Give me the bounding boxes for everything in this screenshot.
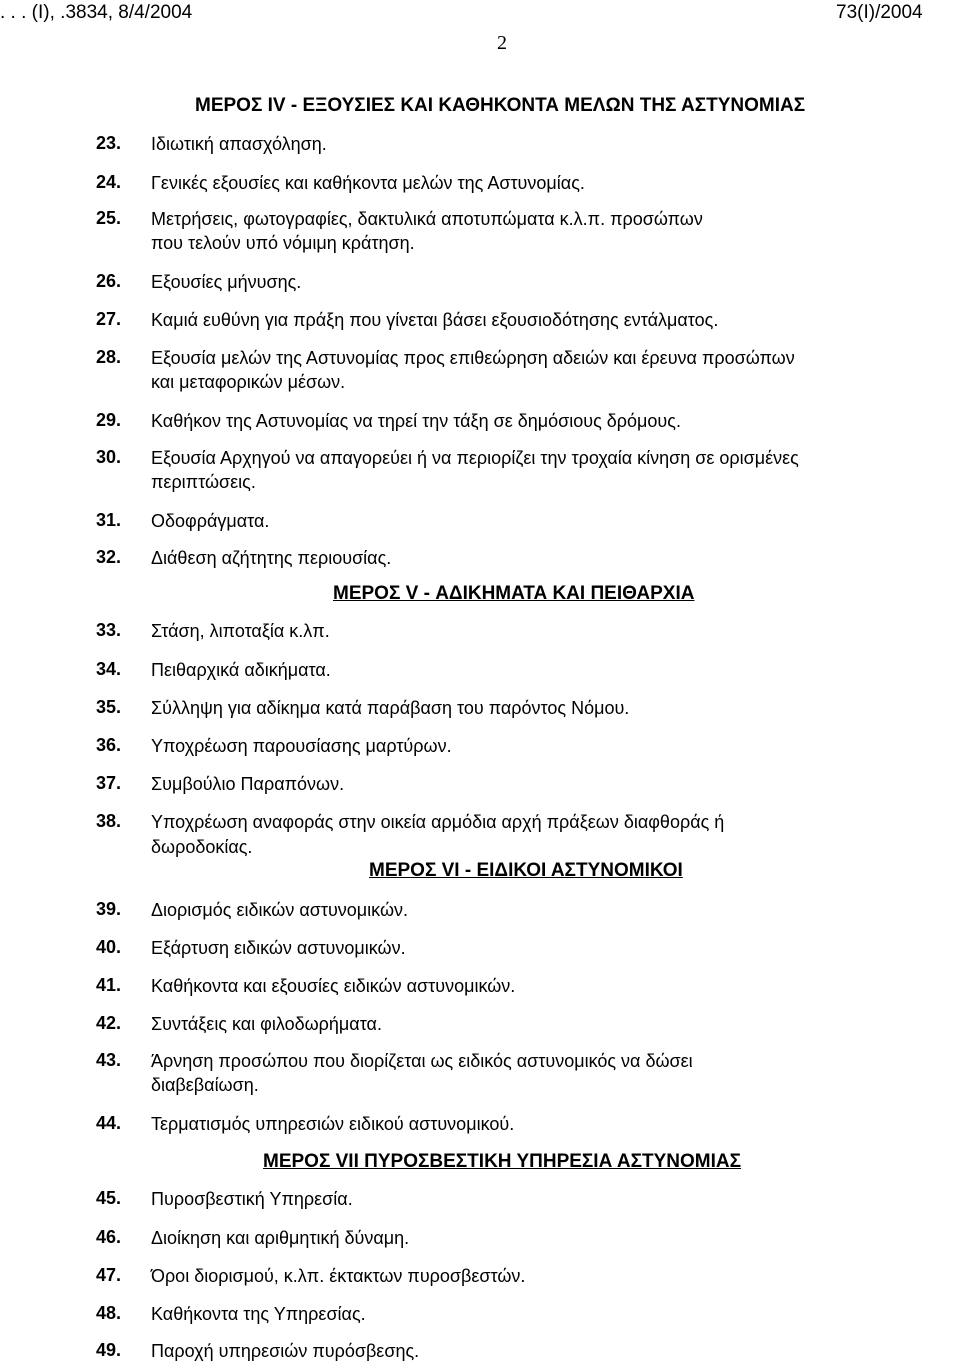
item-number: 41. xyxy=(96,975,122,995)
item-number: 30. xyxy=(96,447,122,467)
item-number: 47. xyxy=(96,1265,122,1285)
item-title: Καθήκον της Αστυνομίας να τηρεί την τάξη σε δημόσιους δρόμους. xyxy=(151,411,681,431)
item-number: 38. xyxy=(96,811,122,831)
item-title: Εξουσία μελών της Αστυνομίας προς επιθεώρηση αδειών και έρευνα προσώπων xyxy=(151,348,795,368)
item-number: 39. xyxy=(96,899,122,919)
item-number: 32. xyxy=(96,547,122,567)
item-title: Διορισμός ειδικών αστυνομικών. xyxy=(151,900,409,920)
item-title: Καθήκοντα της Υπηρεσίας. xyxy=(151,1304,366,1324)
item-title: Παροχή υπηρεσιών πυρόσβεσης. xyxy=(151,1341,420,1361)
item-number: 46. xyxy=(96,1227,122,1247)
item-number: 34. xyxy=(96,659,122,679)
item-number: 33. xyxy=(96,620,122,640)
item-title: Όροι διορισμού, κ.λπ. έκτακτων πυροσβεστών. xyxy=(151,1266,526,1286)
item-title: Εξουσία Αρχηγού να απαγορεύει ή να περιορίζει την τροχαία κίνηση σε ορισμένες xyxy=(151,448,799,468)
item-title: Τερματισμός υπηρεσιών ειδικού αστυνομικού. xyxy=(151,1114,515,1134)
item-number: 27. xyxy=(96,309,122,329)
item-title-continued: δωροδοκίας. xyxy=(151,837,253,857)
item-title: Ιδιωτική απασχόληση. xyxy=(151,134,327,154)
item-title: Πυροσβεστική Υπηρεσία. xyxy=(151,1189,353,1209)
header-right: 73(Ι)/2004 xyxy=(836,2,923,23)
item-number: 37. xyxy=(96,773,122,793)
part-heading-vii: ΜΕΡΟΣ VII ΠΥΡΟΣΒΕΣΤΙΚΗ ΥΠΗΡΕΣΙΑ ΑΣΤΥΝΟΜΙΑΣ xyxy=(263,1151,742,1172)
item-number: 45. xyxy=(96,1188,122,1208)
item-title-continued: διαβεβαίωση. xyxy=(151,1075,259,1095)
item-number: 35. xyxy=(96,697,122,717)
item-title-continued: περιπτώσεις. xyxy=(151,472,256,492)
item-title: Εξουσίες μήνυσης. xyxy=(151,272,302,292)
item-number: 29. xyxy=(96,410,122,430)
item-title: Συμβούλιο Παραπόνων. xyxy=(151,774,345,794)
item-number: 42. xyxy=(96,1013,122,1033)
item-title: Υποχρέωση αναφοράς στην οικεία αρμόδια αρχή πράξεων διαφθοράς ή xyxy=(151,812,725,832)
item-title: Εξάρτυση ειδικών αστυνομικών. xyxy=(151,938,406,958)
item-title: Οδοφράγματα. xyxy=(151,511,270,531)
item-title: Στάση, λιποταξία κ.λπ. xyxy=(151,621,330,641)
part-heading-iv: ΜΕΡΟΣ IV - ΕΞΟΥΣΙΕΣ ΚΑΙ ΚΑΘΗΚΟΝΤΑ ΜΕΛΩΝ ΤΗΣ ΑΣΤΥΝΟΜΙΑΣ xyxy=(195,95,806,116)
item-number: 49. xyxy=(96,1340,122,1360)
item-number: 43. xyxy=(96,1050,122,1070)
item-number: 23. xyxy=(96,133,122,153)
item-title-continued: που τελούν υπό νόμιμη κράτηση. xyxy=(151,233,415,253)
item-number: 31. xyxy=(96,510,122,530)
item-number: 25. xyxy=(96,208,122,228)
item-title: Άρνηση προσώπου που διορίζεται ως ειδικός αστυνομικός να δώσει xyxy=(151,1051,693,1071)
item-number: 24. xyxy=(96,172,122,192)
page-number: 2 xyxy=(497,32,507,54)
item-title: Γενικές εξουσίες και καθήκοντα μελών της Αστυνομίας. xyxy=(151,173,585,193)
item-title: Διάθεση αζήτητης περιουσίας. xyxy=(151,548,392,568)
item-number: 48. xyxy=(96,1303,122,1323)
item-title: Σύλληψη για αδίκημα κατά παράβαση του παρόντος Νόμου. xyxy=(151,698,630,718)
part-heading-vi: ΜΕΡΟΣ VI - ΕΙΔΙΚΟΙ ΑΣΤΥΝΟΜΙΚΟΙ xyxy=(369,860,683,881)
item-title: Πειθαρχικά αδικήματα. xyxy=(151,660,331,680)
item-title: Διοίκηση και αριθμητική δύναμη. xyxy=(151,1228,410,1248)
item-number: 36. xyxy=(96,735,122,755)
item-number: 40. xyxy=(96,937,122,957)
part-heading-v: ΜΕΡΟΣ V - ΑΔΙΚΗΜΑΤΑ ΚΑΙ ΠΕΙΘΑΡΧΙΑ xyxy=(333,583,695,604)
item-title-continued: και μεταφορικών μέσων. xyxy=(151,372,346,392)
item-title: Καθήκοντα και εξουσίες ειδικών αστυνομικών. xyxy=(151,976,516,996)
item-number: 26. xyxy=(96,271,122,291)
header-left: . . . (Ι), .3834, 8/4/2004 xyxy=(0,2,193,23)
item-title: Μετρήσεις, φωτογραφίες, δακτυλικά αποτυπώματα κ.λ.π. προσώπων xyxy=(151,209,703,229)
item-title: Συντάξεις και φιλοδωρήματα. xyxy=(151,1014,382,1034)
item-number: 28. xyxy=(96,347,122,367)
item-title: Υποχρέωση παρουσίασης μαρτύρων. xyxy=(151,736,452,756)
item-title: Καμιά ευθύνη για πράξη που γίνεται βάσει εξουσιοδότησης εντάλματος. xyxy=(151,310,719,330)
item-number: 44. xyxy=(96,1113,122,1133)
